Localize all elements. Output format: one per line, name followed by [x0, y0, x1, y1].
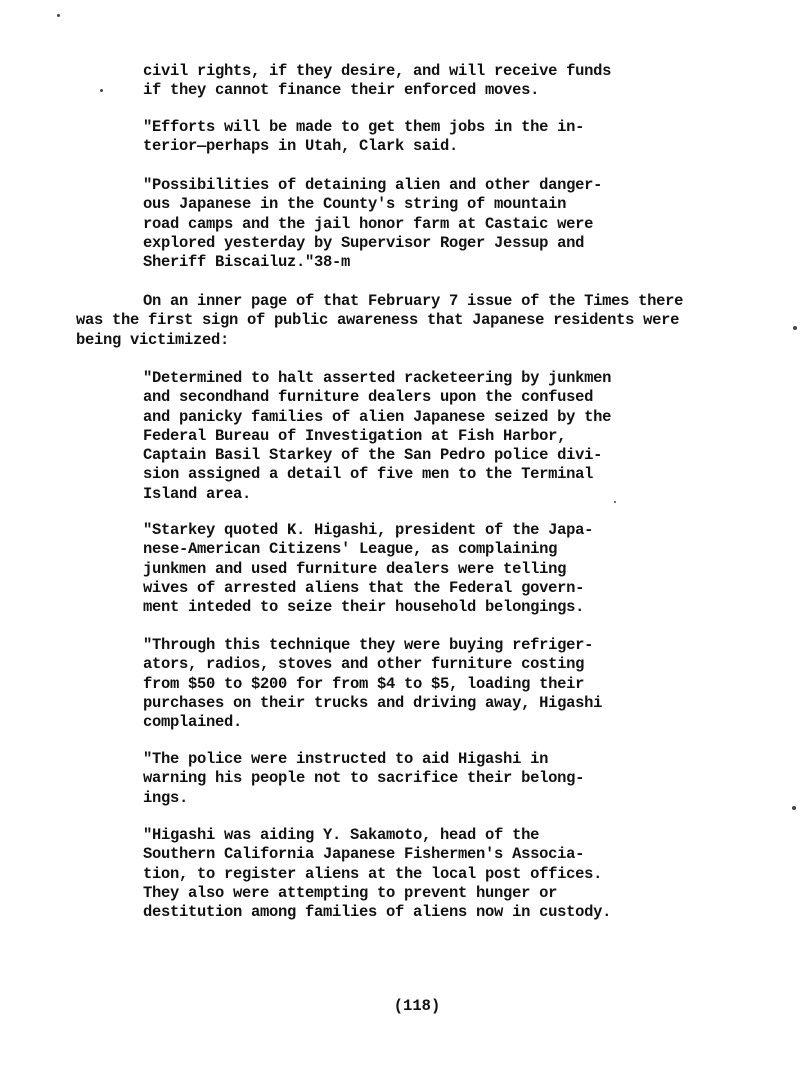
text-line: wives of arrested aliens that the Federal govern-: [143, 578, 585, 597]
text-line: ment inteded to seize their household belongings.: [143, 598, 585, 617]
text-line: "Efforts will be made to get them jobs in the in-: [143, 118, 585, 136]
quote-paragraph-2: [143, 118, 584, 157]
text-line: nese-American Citizens' League, as complaining: [143, 540, 558, 559]
quote-paragraph-4: [143, 369, 611, 504]
text-line: Federal Bureau of Investigation at Fish Harbor,: [143, 426, 567, 445]
text-line: ings.: [143, 788, 189, 807]
text-line: Captain Basil Starkey of the San Pedro police divi-: [143, 446, 603, 465]
text-line: Southern California Japanese Fishermen's Associa-: [143, 845, 585, 864]
quote-paragraph-5: [143, 521, 593, 617]
text-line: tion, to register aliens at the local post offices.: [143, 864, 603, 883]
text-line: On an inner page of that February 7 issue of the Times there: [143, 292, 684, 310]
text-line: ous Japanese in the County's string of mountain: [143, 195, 567, 214]
text-line: purchases on their trucks and driving away, Higashi: [143, 693, 603, 712]
scan-speck: [614, 501, 616, 503]
text-line: junkmen and used furniture dealers were telling: [143, 559, 567, 578]
quote-paragraph-8: [143, 826, 611, 922]
text-line: if they cannot finance their enforced moves.: [143, 81, 540, 100]
text-line: "The police were instructed to aid Higashi in: [143, 750, 549, 768]
text-line: "Determined to halt asserted racketeering by junkmen: [143, 369, 612, 387]
page-number: (118): [393, 997, 441, 1015]
text-line: civil rights, if they desire, and will receive funds: [143, 62, 612, 80]
text-line: from $50 to $200 for from $4 to $5, loading their: [143, 674, 585, 693]
text-line: destitution among families of aliens now in custody.: [143, 903, 612, 922]
text-line: explored yesterday by Supervisor Roger Jessup and: [143, 233, 585, 252]
text-line: ators, radios, stoves and other furniture costing: [143, 655, 585, 674]
text-line: complained.: [143, 713, 243, 732]
quote-paragraph-7: [143, 750, 584, 808]
scan-speck: [57, 14, 60, 17]
text-line: and panicky families of alien Japanese seized by the: [143, 407, 612, 426]
text-line: sion assigned a detail of five men to the Terminal: [143, 465, 594, 484]
text-line: was the first sign of public awareness that Japanese residents were: [76, 311, 680, 330]
text-line: being victimized:: [76, 330, 230, 349]
scan-speck: [100, 89, 103, 92]
text-line: Island area.: [143, 484, 252, 503]
text-line: road camps and the jail honor farm at Castaic were: [143, 214, 594, 233]
text-line: "Higashi was aiding Y. Sakamoto, head of the: [143, 826, 540, 844]
quote-paragraph-3: [143, 176, 602, 272]
text-line: and secondhand furniture dealers upon the confused: [143, 388, 594, 407]
scan-speck: [793, 326, 797, 330]
quote-paragraph-6: [143, 636, 602, 732]
text-line: "Starkey quoted K. Higashi, president of the Japa-: [143, 521, 594, 539]
text-line: They also were attempting to prevent hunger or: [143, 883, 558, 902]
text-line: "Through this technique they were buying refriger-: [143, 636, 594, 654]
quote-paragraph-1: [143, 62, 611, 101]
text-line: warning his people not to sacrifice their belong-: [143, 769, 585, 788]
body-paragraph: [76, 292, 683, 350]
text-line: Sheriff Biscailuz."38-m: [143, 253, 351, 272]
text-line: "Possibilities of detaining alien and other danger-: [143, 176, 603, 194]
text-line: terior—perhaps in Utah, Clark said.: [143, 137, 459, 156]
scan-speck: [792, 806, 796, 810]
